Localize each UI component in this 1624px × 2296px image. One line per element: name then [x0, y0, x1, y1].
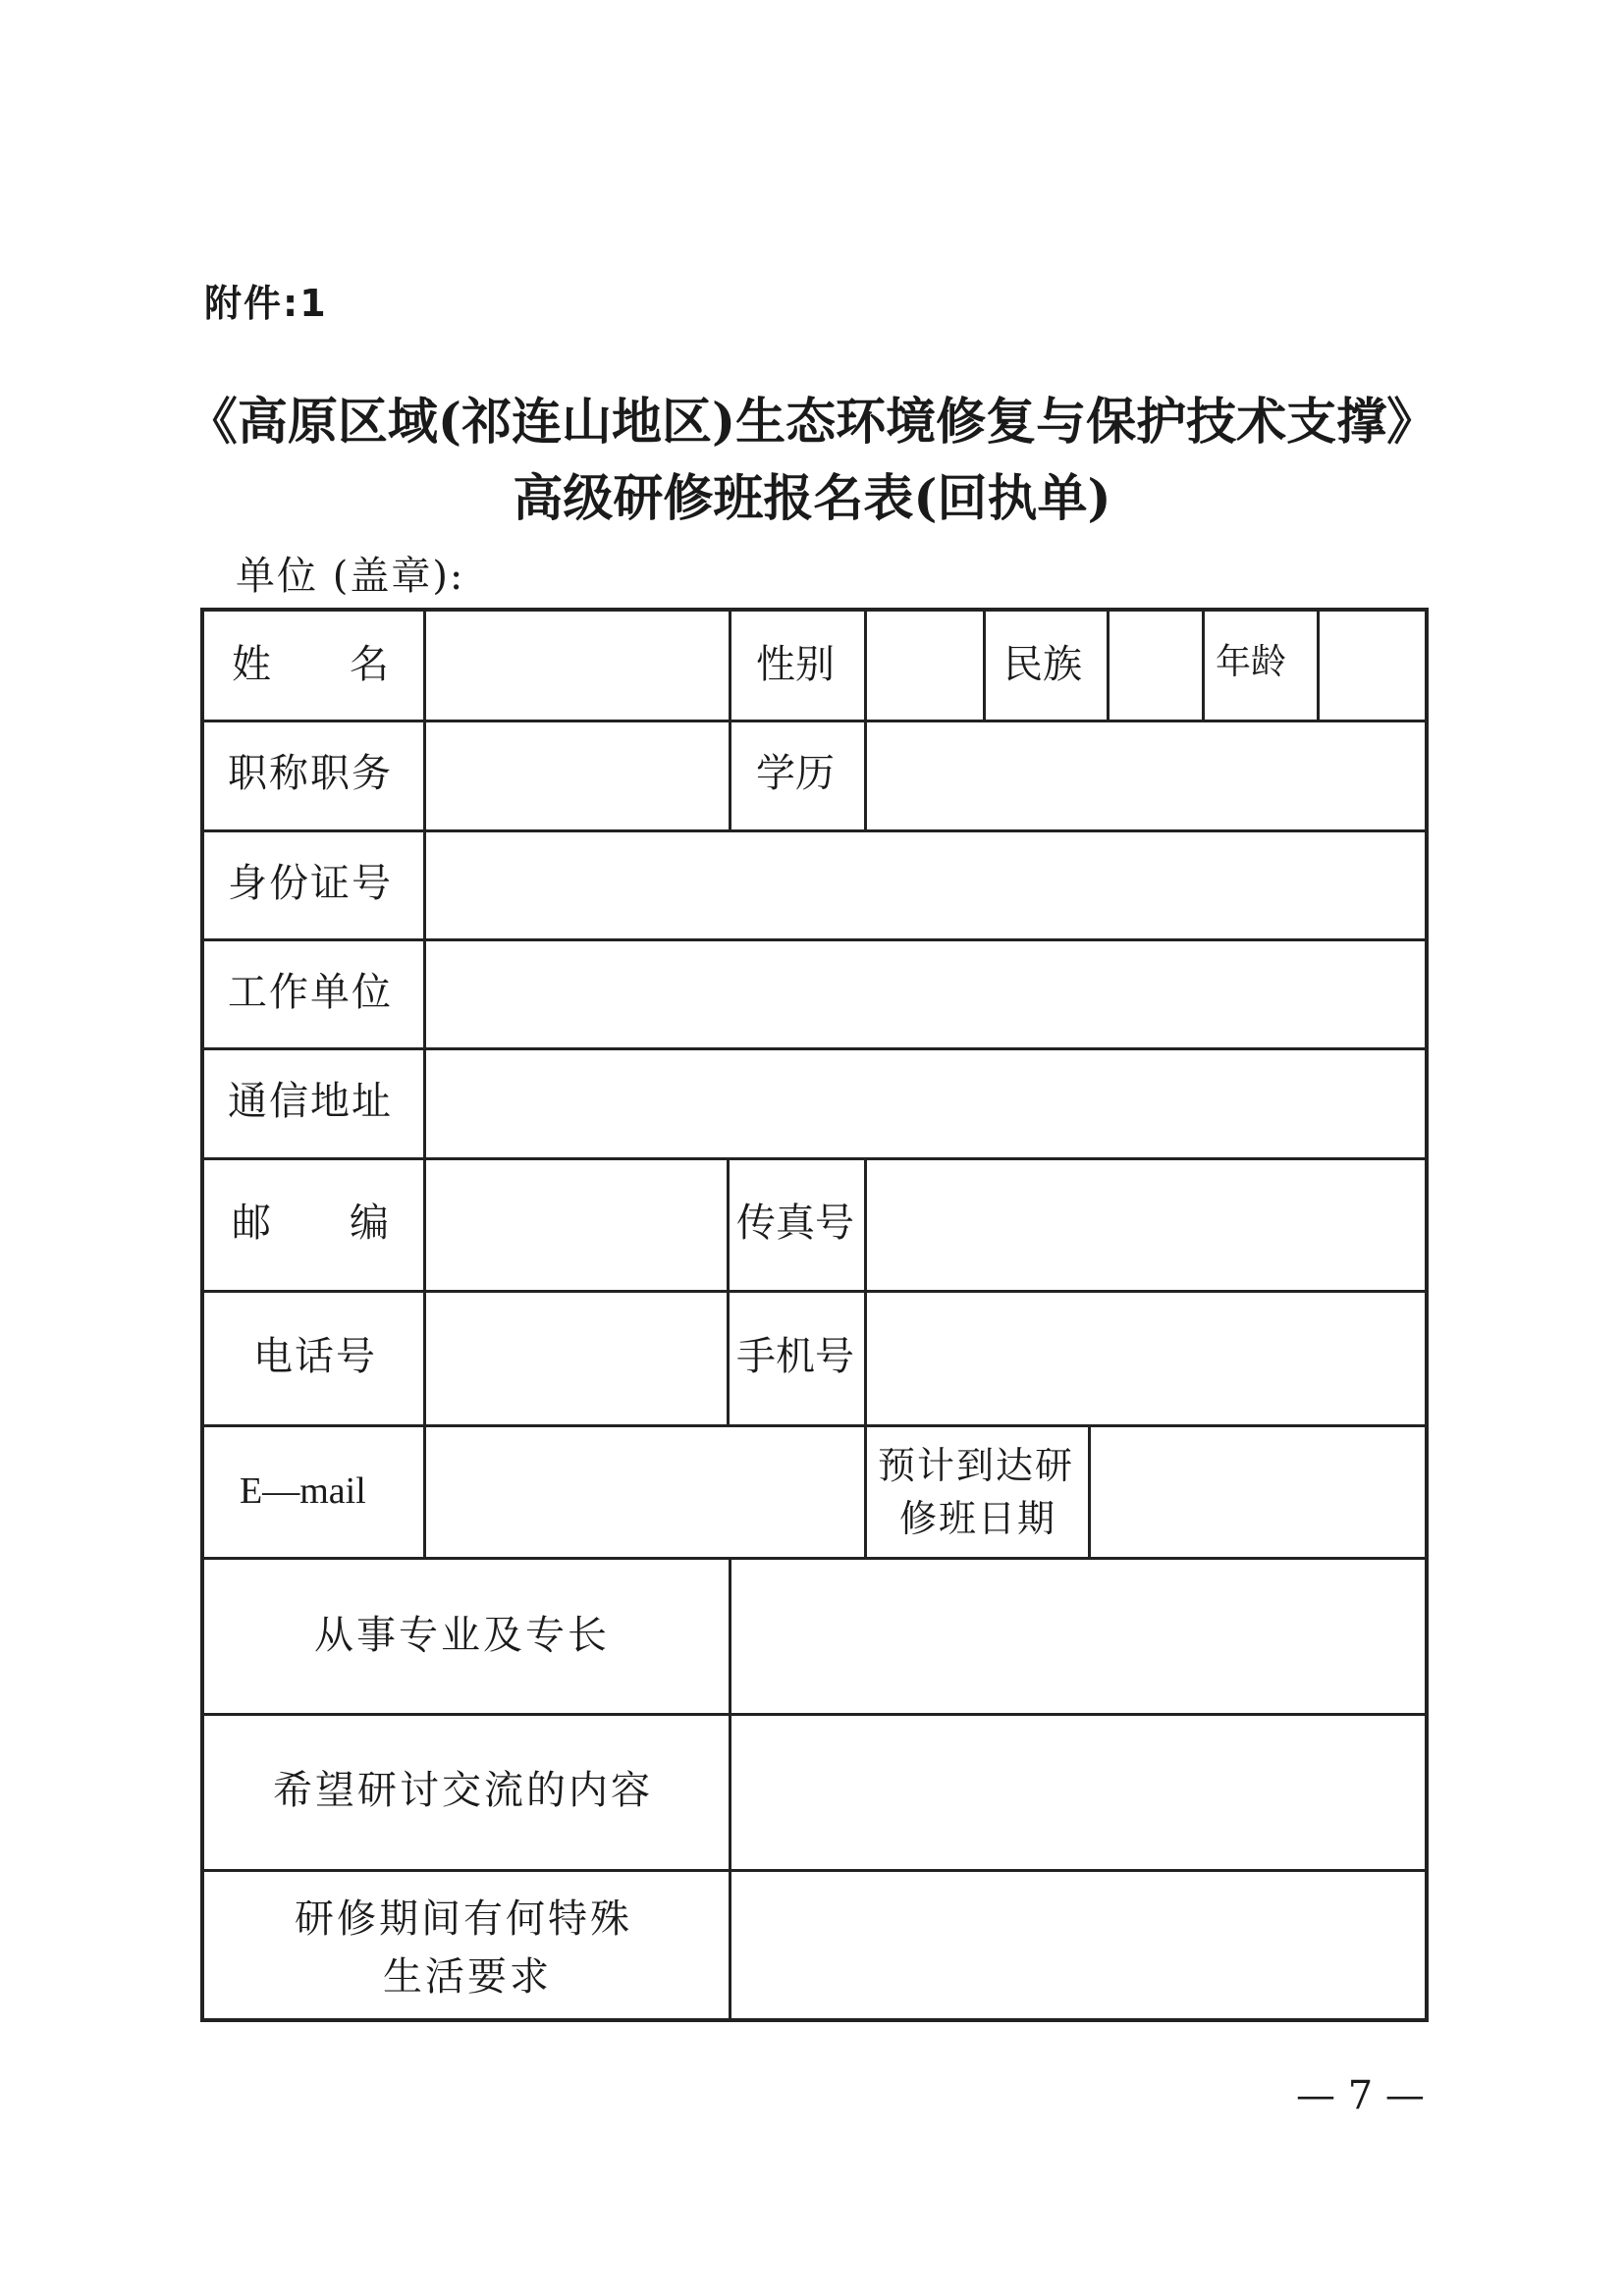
- title-line-2: 高级研修班报名表(回执单): [513, 469, 1111, 528]
- special-requirements-label-line2: 生活要求: [383, 1954, 552, 2000]
- gender-label: 性别: [756, 642, 835, 687]
- row-divider: [200, 938, 1429, 941]
- row-divider: [200, 1557, 1429, 1560]
- title-line-1: 《高原区域(祁连山地区)生态环境修复与保护技术支撑》: [187, 393, 1437, 452]
- age-label: 年龄: [1216, 642, 1287, 682]
- email-label: E—mail: [240, 1470, 366, 1512]
- row-divider: [200, 1047, 1429, 1050]
- column-divider: [423, 608, 426, 1559]
- row-divider: [200, 1424, 1429, 1427]
- title-position-label: 职称职务: [228, 751, 393, 796]
- column-divider: [729, 608, 731, 721]
- row-divider: [200, 720, 1429, 722]
- unit-stamp-label: 单位 (盖章):: [236, 554, 465, 599]
- phone-label: 电话号: [253, 1334, 377, 1379]
- row-divider: [200, 1290, 1429, 1293]
- row-divider: [200, 1157, 1429, 1160]
- fax-label: 传真号: [736, 1201, 854, 1246]
- row-divider: [200, 1869, 1429, 1872]
- specialty-label: 从事专业及专长: [314, 1613, 610, 1658]
- column-divider: [864, 608, 867, 721]
- column-divider: [727, 1157, 730, 1426]
- postcode-label: 邮 编: [232, 1201, 389, 1246]
- column-divider: [864, 1157, 867, 1426]
- column-divider: [729, 720, 731, 831]
- name-label: 姓 名: [232, 642, 389, 687]
- attachment-label: 附件:1: [204, 282, 328, 325]
- education-label: 学历: [756, 751, 835, 796]
- row-divider: [200, 1713, 1429, 1716]
- column-divider: [1317, 608, 1320, 721]
- arrival-date-label-line1: 预计到达研: [878, 1444, 1075, 1487]
- address-label: 通信地址: [228, 1079, 393, 1124]
- id-number-label: 身份证号: [228, 861, 393, 906]
- column-divider: [1107, 608, 1110, 721]
- arrival-date-label-line2: 修班日期: [899, 1497, 1057, 1540]
- row-divider: [200, 829, 1429, 832]
- column-divider: [1202, 608, 1205, 721]
- work-unit-label: 工作单位: [228, 970, 393, 1015]
- column-divider: [864, 720, 867, 831]
- special-requirements-label-line1: 研修期间有何特殊: [295, 1896, 632, 1942]
- column-divider: [729, 1557, 731, 2022]
- column-divider: [983, 608, 986, 721]
- column-divider: [1088, 1424, 1091, 1559]
- mobile-label: 手机号: [736, 1334, 854, 1379]
- discussion-topics-label: 希望研讨交流的内容: [273, 1768, 653, 1813]
- column-divider: [864, 1424, 867, 1559]
- ethnicity-label: 民族: [1003, 642, 1082, 687]
- page-number: — 7 —: [1296, 2073, 1425, 2118]
